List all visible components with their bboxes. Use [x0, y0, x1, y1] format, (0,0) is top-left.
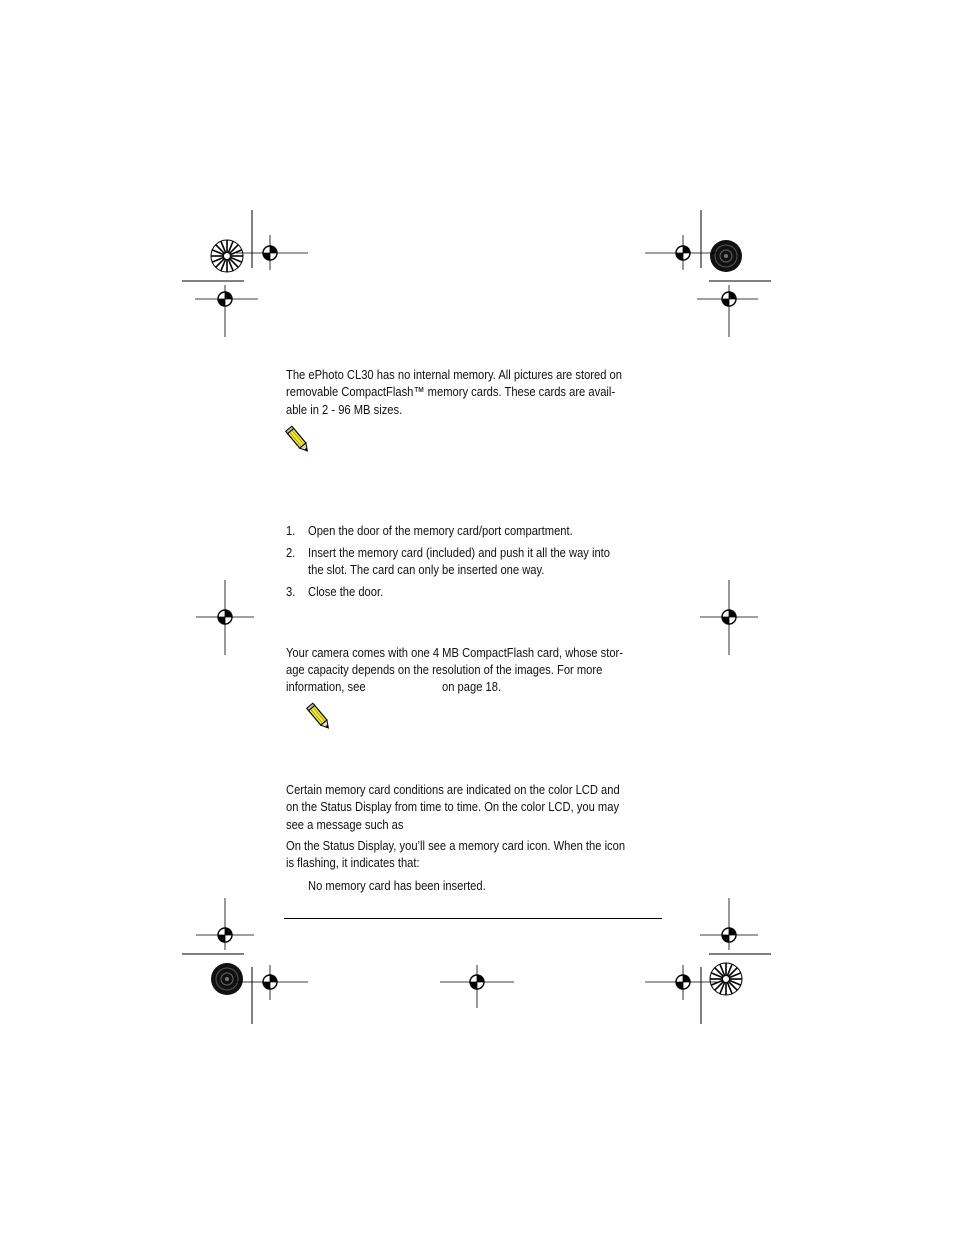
capacity-line-2: age capacity depends on the resolution of the images. For more	[286, 662, 603, 677]
step-text: Open the door of the memory card/port compartment.	[308, 523, 573, 538]
star-target-icon	[211, 240, 243, 272]
footer-rule	[284, 918, 662, 919]
star-target-icon	[710, 963, 742, 995]
step-number: 1.	[286, 523, 296, 538]
step-text: Close the door.	[308, 584, 384, 599]
pencil-note-icon	[284, 425, 314, 457]
intro-line-1: The ePhoto CL30 has no internal memory. All pictures are stored on	[286, 367, 623, 382]
conditions-line-2: on the Status Display from time to time. On the color LCD, you may	[286, 799, 620, 814]
capacity-line-1: Your camera comes with one 4 MB CompactFlash card, whose stor-	[286, 645, 623, 660]
conditions-line-1: Certain memory card conditions are indicated on the color LCD and	[286, 782, 620, 797]
capacity-line-3a: information, see	[286, 679, 366, 694]
capacity-line-3b: on page 18.	[442, 679, 502, 694]
step-number: 2.	[286, 545, 296, 560]
intro-line-2: removable CompactFlash™ memory cards. These cards are avail-	[286, 384, 616, 399]
step-text-continued: the slot. The card can only be inserted one way.	[308, 562, 545, 577]
intro-line-3: able in 2 - 96 MB sizes.	[286, 402, 403, 417]
pencil-note-icon	[305, 702, 335, 734]
step-text: Insert the memory card (included) and push it all the way into	[308, 545, 611, 560]
status-bullet: No memory card has been inserted.	[308, 878, 486, 893]
step-number: 3.	[286, 584, 296, 599]
star-target-icon	[211, 963, 243, 995]
status-line-1: On the Status Display, you’ll see a memory card icon. When the icon	[286, 838, 626, 853]
star-target-icon	[710, 240, 742, 272]
conditions-line-3: see a message such as	[286, 817, 404, 832]
status-line-2: is flashing, it indicates that:	[286, 855, 420, 870]
